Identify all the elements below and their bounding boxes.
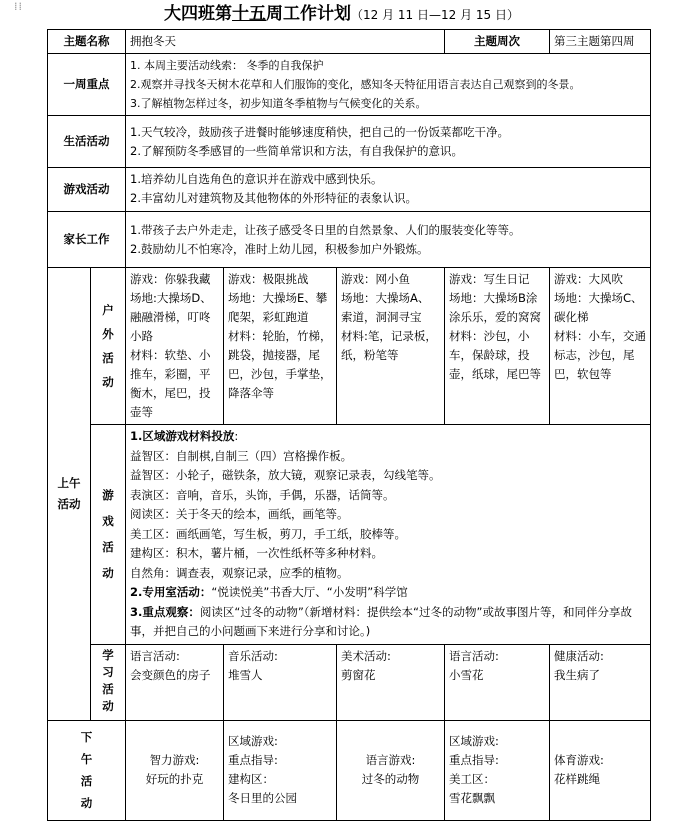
outdoor-cell: 游戏：网小鱼 场地：大操场A、索道，洞洞寻宝 材料:笔，记录板，纸，粉笔等 (337, 268, 445, 425)
game-content (126, 168, 651, 212)
area-item: 表演区：音响，音乐，头饰，手偶，乐器，话筒等。 (130, 487, 395, 502)
afternoon-cell: 语言游戏: 过冬的动物 (337, 720, 445, 820)
theme-week-value: 第三主题第四周 (550, 30, 651, 54)
area-item: 建构区：积木，薯片桶，一次性纸杯等多种材料。 (130, 546, 383, 560)
outdoor-cell: 游戏：极限挑战 场地：大操场E、攀爬架，彩虹跑道 材料：轮胎，竹梯，跳袋，抛接器，尾巴，沙包，手掌垫，降落伞等 (224, 268, 337, 425)
parent-line: 1.带孩子去户外走走，让孩子感受冬日里的自然景象、人们的服装变化等等。 (130, 222, 521, 237)
learn-row (48, 644, 651, 720)
focus-row (48, 54, 651, 116)
life-row (48, 116, 651, 168)
special-title: 2.专用室活动： (130, 585, 212, 599)
parent-line: 2.鼓励幼儿不怕寒冷，准时上幼儿园，积极参加户外锻炼。 (130, 241, 429, 256)
learn-cell: 语言活动: 会变颜色的房子 (126, 644, 224, 720)
afternoon-row (48, 720, 651, 820)
morning-label: 上午活动 (48, 268, 91, 721)
focus-observe-title: 3.重点观察： (130, 604, 200, 619)
area-item: 益智区：小轮子，磁铁条，放大镜，观察记录表，勾线笔等。 (130, 468, 441, 482)
title-date-range: （12 月 11 日—12 月 15 日） (351, 8, 519, 22)
area-item: 自然角：调查表，观察记录，应季的植物。 (130, 565, 349, 580)
theme-row (48, 30, 651, 54)
area-title-colon: : (234, 429, 239, 443)
learn-cell: 语言活动: 小雪花 (445, 644, 550, 720)
outdoor-cell: 游戏：你躲我藏 场地:大操场D、融融滑梯，叮咚小路 材料：软垫、小推车，彩圈，平衡木，尾巴，投壶等 (126, 268, 224, 425)
afternoon-cell: 区域游戏: 重点指导: 建构区： 冬日里的公园 (224, 720, 337, 820)
life-content (126, 116, 651, 168)
life-line: 1.天气较冷，鼓励孩子进餐时能够速度稍快，把自己的一份饭菜都吃干净。 (130, 124, 509, 139)
outdoor-cell: 游戏：大风吹 场地：大操场C、碳化梯 材料：小车，交通标志，沙包，尾巴，软包等 (550, 268, 651, 425)
title-suffix: 周工作计划 (266, 4, 352, 24)
life-line: 2.了解预防冬季感冒的一些简单常识和方法，有自我保护的意识。 (130, 143, 463, 158)
game-row (48, 168, 651, 212)
weekly-plan-table (47, 29, 651, 821)
play-content (126, 425, 651, 645)
focus-content (126, 54, 651, 116)
game-label: 游戏活动 (48, 168, 126, 212)
theme-week-label: 主题周次 (445, 30, 550, 54)
drag-handle-icon[interactable]: ⁞⁞ (14, 0, 23, 13)
focus-line: 3.了解植物怎样过冬，初步知道冬季植物与气候变化的关系。 (130, 97, 427, 110)
page-title (0, 0, 683, 26)
learn-label: 学习活动 (91, 644, 126, 720)
play-row (48, 425, 651, 645)
theme-name-label: 主题名称 (48, 30, 126, 54)
theme-name-value: 拥抱冬天 (126, 30, 445, 54)
title-week: 十五 (232, 4, 267, 24)
focus-label: 一周重点 (48, 54, 126, 116)
afternoon-cell: 体育游戏: 花样跳绳 (550, 720, 651, 820)
learn-cell: 美术活动: 剪窗花 (337, 644, 445, 720)
area-item: 美工区：画纸画笔，写生板，剪刀，手工纸，胶棒等。 (130, 526, 406, 541)
area-title: 1.区域游戏材料投放 (130, 429, 235, 443)
title-prefix: 大四班第 (164, 4, 233, 24)
afternoon-cell: 区域游戏: 重点指导: 美工区： 雪花飘飘 (445, 720, 550, 820)
game-line: 2.丰富幼儿对建筑物及其他物体的外形特征的表象认识。 (130, 191, 417, 205)
parent-label: 家长工作 (48, 212, 126, 268)
learn-cell: 音乐活动: 堆雪人 (224, 644, 337, 720)
area-item: 益智区：自制棋,自制三（四）宫格操作板。 (130, 448, 353, 463)
outdoor-cell: 游戏：写生日记 场地：大操场B涂涂乐乐，爱的窝窝 材料：沙包，小车，保龄球，投壶，纸球，尾巴等 (445, 268, 550, 425)
life-label: 生活活动 (48, 116, 126, 168)
parent-content (126, 212, 651, 268)
outdoor-row (48, 268, 651, 425)
learn-cell: 健康活动: 我生病了 (550, 644, 651, 720)
focus-observe-text: 阅读区“过冬的动物”（新增材料：提供绘本“过冬的动物”或故事图片等，和同伴分享故事，并把自己的小问题画下来进行分享和讨论。) (130, 604, 632, 638)
area-item: 阅读区：关于冬天的绘本，画纸，画笔等。 (130, 507, 349, 521)
afternoon-cell: 智力游戏: 好玩的扑克 (126, 720, 224, 820)
focus-line: 1. 本周主要活动线索： 冬季的自我保护 (130, 59, 324, 72)
outdoor-label: 户外活动 (91, 268, 126, 425)
parent-row (48, 212, 651, 268)
play-label: 游戏活动 (91, 425, 126, 645)
game-line: 1.培养幼儿自选角色的意识并在游戏中感到快乐。 (130, 172, 383, 186)
special-text: “悦读悦美”书香大厅、“小发明”科学馆 (211, 585, 408, 599)
afternoon-label: 下午活动 (48, 720, 126, 820)
focus-line: 2.观察并寻找冬天树木花草和人们服饰的变化，感知冬天特征用语言表达自己观察到的冬景。 (130, 78, 581, 91)
